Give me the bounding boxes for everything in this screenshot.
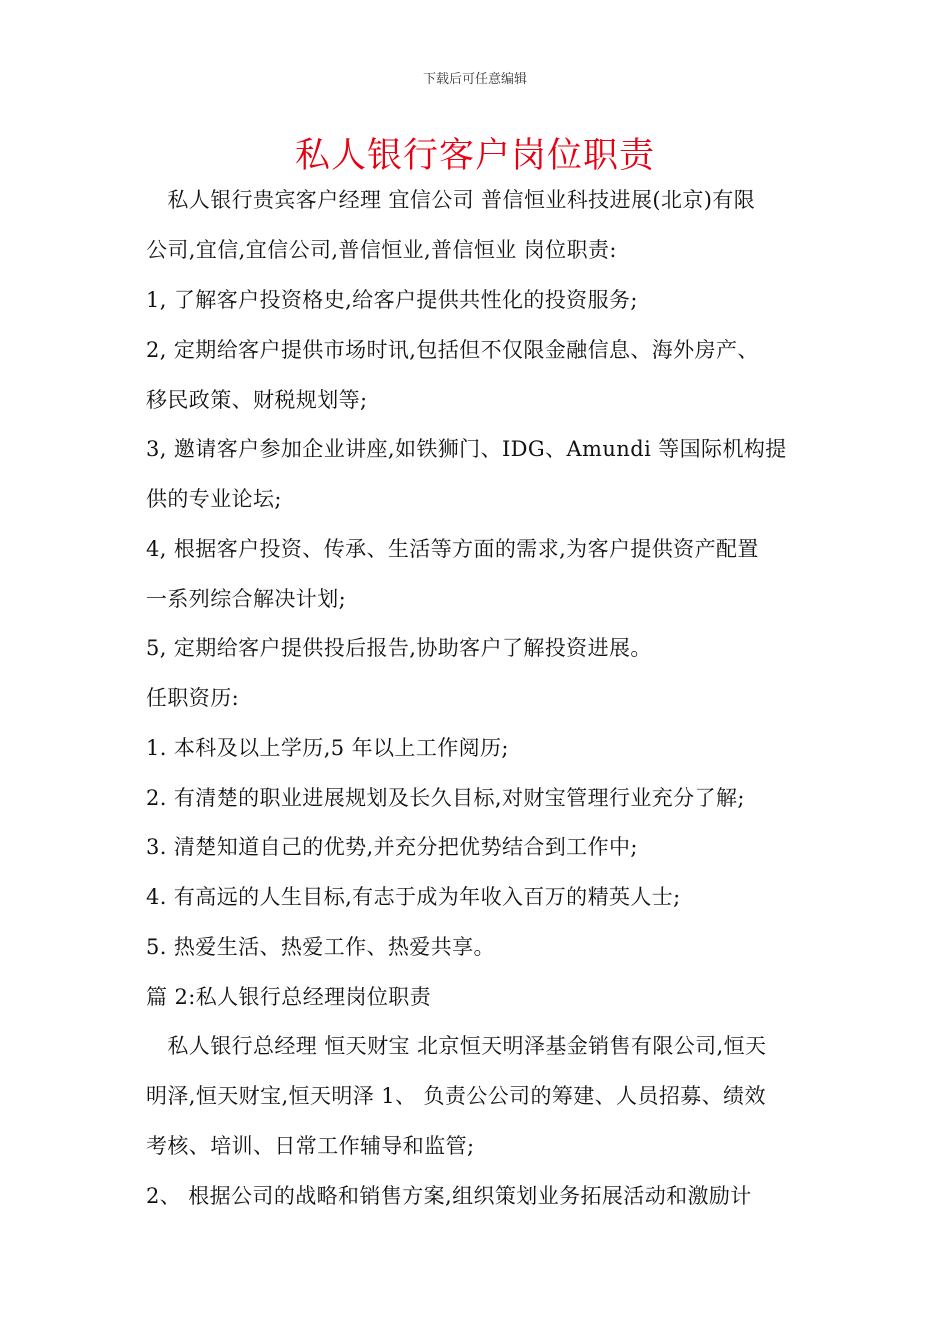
paragraph-line: 2、 根据公司的战略和销售方案,组织策划业务拓展活动和激励计: [146, 1184, 752, 1208]
page-header-note: 下载后可任意编辑: [422, 72, 527, 87]
paragraph-line: 考核、培训、日常工作辅导和监管;: [146, 1134, 475, 1158]
document-title: 私人银行客户岗位职责: [294, 136, 655, 176]
list-item: 1. 本科及以上学历,5 年以上工作阅历;: [146, 736, 509, 760]
paragraph-line: 明泽,恒天财宝,恒天明泽 1、 负责公公司的筹建、人员招募、绩效: [146, 1084, 766, 1108]
list-item: 5. 热爱生活、热爱工作、热爱共享。: [146, 935, 495, 959]
section-heading: 任职资历:: [146, 686, 240, 710]
paragraph-line: 3, 邀请客户参加企业讲座,如铁狮门、IDG、Amundi 等国际机构提: [146, 437, 787, 461]
paragraph-line: 公司,宜信,宜信公司,普信恒业,普信恒业 岗位职责:: [146, 238, 617, 262]
paragraph-line: 私人银行贵宾客户经理 宜信公司 普信恒业科技进展(北京)有限: [146, 188, 756, 212]
paragraph-line: 5, 定期给客户提供投后报告,协助客户了解投资进展。: [146, 636, 652, 660]
paragraph-line: 4, 根据客户投资、传承、生活等方面的需求,为客户提供资产配置: [146, 537, 759, 561]
paragraph-line: 移民政策、财税规划等;: [146, 388, 368, 412]
list-item: 3. 清楚知道自己的优势,并充分把优势结合到工作中;: [146, 835, 638, 859]
list-item: 2. 有清楚的职业进展规划及长久目标,对财宝管理行业充分了解;: [146, 786, 745, 810]
list-item: 4. 有高远的人生目标,有志于成为年收入百万的精英人士;: [146, 885, 681, 909]
section-heading: 篇 2:私人银行总经理岗位职责: [146, 985, 432, 1009]
paragraph-line: 1, 了解客户投资格史,给客户提供共性化的投资服务;: [146, 288, 638, 312]
paragraph-line: 2, 定期给客户提供市场时讯,包括但不仅限金融信息、海外房产、: [146, 338, 759, 362]
paragraph-line: 一系列综合解决计划;: [146, 587, 347, 611]
paragraph-line: 供的专业论坛;: [146, 487, 282, 511]
paragraph-line: 私人银行总经理 恒天财宝 北京恒天明泽基金销售有限公司,恒天: [146, 1034, 767, 1058]
